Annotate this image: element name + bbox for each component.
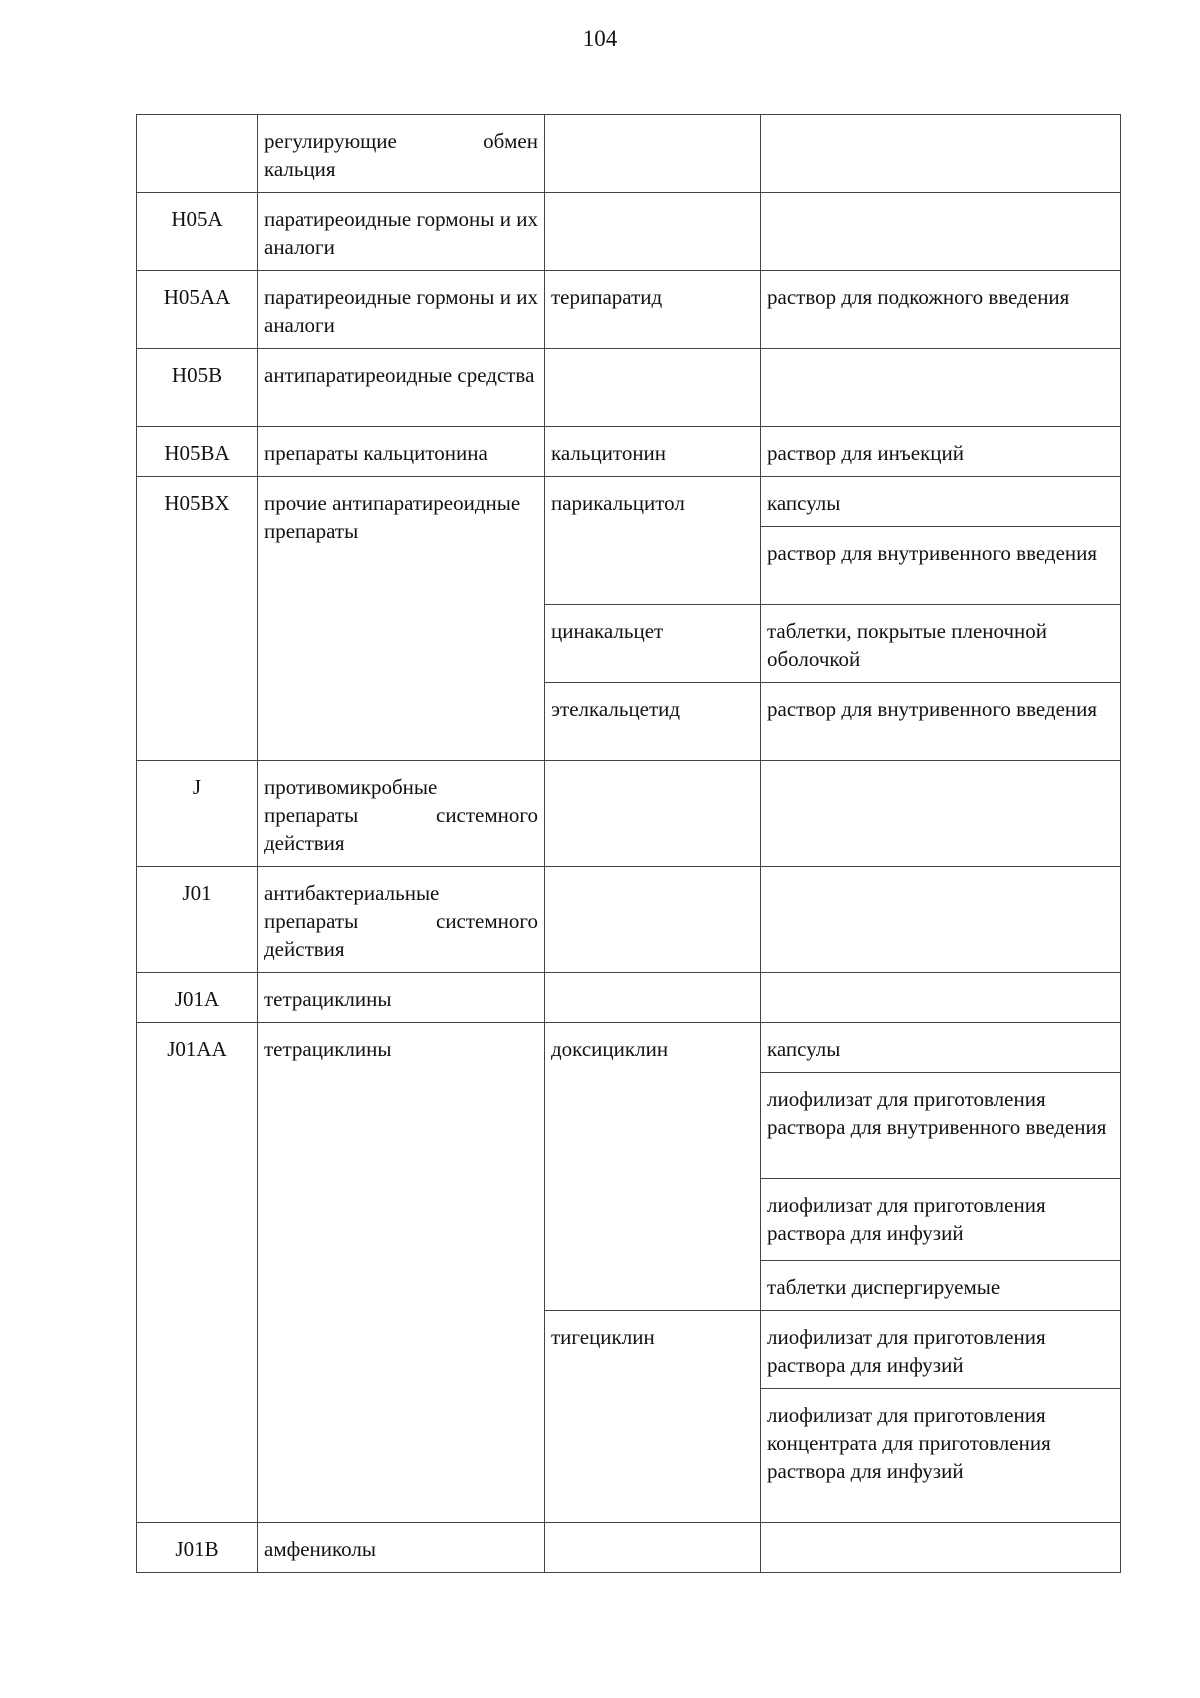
form-cell: [761, 867, 1121, 973]
atc-code-cell: J01B: [137, 1523, 258, 1573]
table-row: [137, 193, 1121, 271]
form-cell: раствор для инъекций: [761, 427, 1121, 477]
group-text-line: действия: [264, 831, 345, 855]
drug-table: [136, 114, 1121, 1573]
table-row: [137, 349, 1121, 427]
drug-cell: кальцитонин: [545, 427, 761, 477]
group-cell: тетрациклины: [258, 1023, 545, 1523]
group-cell: тетрациклины: [258, 973, 545, 1023]
group-cell: [258, 761, 545, 867]
table-row: [137, 867, 1121, 973]
form-cell: раствор для внутривенного введения: [761, 683, 1121, 761]
form-cell: [761, 193, 1121, 271]
form-cell: [761, 1523, 1121, 1573]
atc-code-cell: [137, 115, 258, 193]
group-cell: [258, 115, 545, 193]
atc-code-cell: J01AA: [137, 1023, 258, 1523]
drug-cell: [545, 867, 761, 973]
table-row: [137, 973, 1121, 1023]
drug-cell: этелкальцетид: [545, 683, 761, 761]
form-cell: [761, 349, 1121, 427]
atc-code-cell: H05BX: [137, 477, 258, 761]
drug-cell: парикальцитол: [545, 477, 761, 605]
group-text-line: препараты системного: [264, 803, 538, 827]
form-cell: капсулы: [761, 477, 1121, 527]
atc-code-cell: J01: [137, 867, 258, 973]
group-text-line: препараты системного: [264, 909, 538, 933]
atc-code-cell: J01A: [137, 973, 258, 1023]
atc-code-cell: H05B: [137, 349, 258, 427]
form-cell: лиофилизат для приготовления концентрата для приготовления раствора для инфузий: [761, 1389, 1121, 1523]
form-cell: раствор для внутривенного введения: [761, 527, 1121, 605]
form-cell: раствор для подкожного введения: [761, 271, 1121, 349]
drug-cell: цинакальцет: [545, 605, 761, 683]
drug-cell: [545, 1523, 761, 1573]
table-row: [137, 761, 1121, 867]
table-row: [137, 477, 1121, 527]
drug-cell: [545, 193, 761, 271]
drug-cell: терипаратид: [545, 271, 761, 349]
group-text-line: противомикробные: [264, 775, 438, 799]
table-row: [137, 271, 1121, 349]
form-cell: капсулы: [761, 1023, 1121, 1073]
form-cell: лиофилизат для приготовления раствора для инфузий: [761, 1311, 1121, 1389]
group-cell: паратиреоидные гормоны и их аналоги: [258, 271, 545, 349]
group-cell: препараты кальцитонина: [258, 427, 545, 477]
table-row: [137, 427, 1121, 477]
group-text-line: антибактериальные: [264, 881, 440, 905]
atc-code-cell: H05BA: [137, 427, 258, 477]
drug-cell: [545, 761, 761, 867]
form-cell: [761, 761, 1121, 867]
drug-cell: [545, 973, 761, 1023]
form-cell: таблетки диспергируемые: [761, 1261, 1121, 1311]
drug-cell: доксициклин: [545, 1023, 761, 1311]
drug-cell: [545, 349, 761, 427]
group-text-line: кальция: [264, 157, 336, 181]
group-cell: [258, 867, 545, 973]
group-text-line: регулирующие обмен: [264, 129, 538, 153]
group-text-line: действия: [264, 937, 345, 961]
form-cell: [761, 973, 1121, 1023]
form-cell: лиофилизат для приготовления раствора для внутривенного введения: [761, 1073, 1121, 1179]
table-row: [137, 1523, 1121, 1573]
group-cell: амфениколы: [258, 1523, 545, 1573]
atc-code-cell: H05A: [137, 193, 258, 271]
form-cell: [761, 115, 1121, 193]
drug-cell: тигециклин: [545, 1311, 761, 1523]
page-number: 104: [582, 26, 618, 51]
atc-code-cell: J: [137, 761, 258, 867]
atc-code-cell: H05AA: [137, 271, 258, 349]
table-row: [137, 1023, 1121, 1073]
group-cell: паратиреоидные гормоны и их аналоги: [258, 193, 545, 271]
form-cell: таблетки, покрытые пленочной оболочкой: [761, 605, 1121, 683]
group-cell: антипаратиреоидные средства: [258, 349, 545, 427]
group-cell: прочие антипаратиреоидные препараты: [258, 477, 545, 761]
form-cell: лиофилизат для приготовления раствора для инфузий: [761, 1179, 1121, 1261]
drug-cell: [545, 115, 761, 193]
table-row: [137, 115, 1121, 193]
